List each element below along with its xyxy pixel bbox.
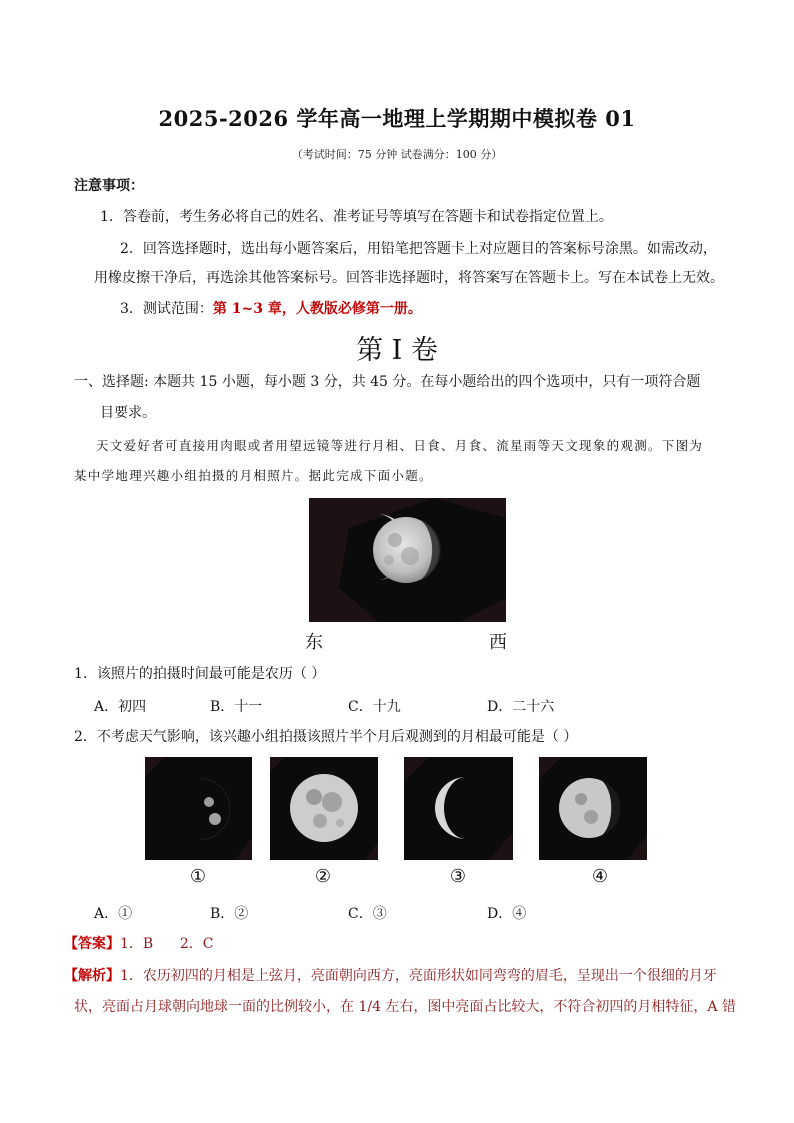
question-2-stem: 2．不考虑天气影响，该兴趣小组拍摄该照片半个月后观测到的月相最可能是（ ）	[74, 729, 578, 745]
q1-option-d[interactable]: D．二十六	[487, 699, 555, 715]
moon-photo	[309, 498, 506, 622]
west-label: 西	[489, 632, 507, 653]
q2-option-b[interactable]: B．②	[210, 906, 249, 922]
image-label-2: ②	[314, 866, 332, 887]
moon-phase-graphic-4	[539, 757, 647, 860]
q2-option-c[interactable]: C．③	[348, 906, 387, 922]
moon-phase-graphic-3	[404, 757, 513, 860]
section-heading-line2: 目要求。	[100, 405, 156, 421]
mare	[401, 547, 419, 565]
passage-line2: 某中学地理兴趣小组拍摄的月相照片。据此完成下面小题。	[74, 468, 433, 483]
page-title: 2025-2026 学年高一地理上学期期中模拟卷 01	[158, 106, 636, 131]
passage-line1: 天文爱好者可直接用肉眼或者用望远镜等进行月相、日食、月食、流星雨等天文现象的观测。下图为	[96, 438, 704, 453]
moon-phase-graphic-1	[145, 757, 252, 860]
image-label-4: ④	[591, 866, 609, 887]
analysis-line1	[64, 966, 717, 986]
note-item-3-prefix: 3．测试范围：	[120, 301, 213, 317]
moon-phase-graphic-2	[270, 757, 378, 860]
moon-phase-image-2	[270, 757, 378, 860]
q1-option-a[interactable]: A．初四	[94, 699, 147, 715]
notes-heading: 注意事项：	[74, 178, 144, 194]
test-scope: 第 1~3 章，人教版必修第一册。	[212, 301, 422, 317]
image-label-3: ③	[449, 866, 467, 887]
moon-phase-image-4	[539, 757, 647, 860]
exam-info: （考试时间：75 分钟 试卷满分：100 分）	[291, 148, 503, 161]
answer-tag: 【答案】	[64, 936, 120, 952]
answer-text: 1．B 2．C	[120, 936, 214, 952]
image-label-1: ①	[189, 866, 207, 887]
q2-option-a[interactable]: A．①	[94, 906, 133, 922]
analysis-line2: 状，亮面占月球朝向地球一面的比例较小，在 1/4 左右，图中亮面占比较大，不符合初四的月相特征，A 错	[74, 999, 736, 1015]
note-item-2-line2: 用橡皮擦干净后，再选涂其他答案标号。回答非选择题时，将答案写在答题卡上。写在本试卷上无效。	[94, 270, 724, 286]
note-item-3	[120, 299, 422, 319]
analysis-text-1: 1．农历初四的月相是上弦月，亮面朝向西方，亮面形状如同弯弯的眉毛，呈现出一个很细的月牙	[120, 968, 717, 984]
mare	[384, 555, 394, 565]
east-label: 东	[305, 632, 323, 653]
section-heading-line1: 一、选择题: 本题共 15 小题，每小题 3 分，共 45 分。在每小题给出的四个选项中，只有一项符合题	[74, 374, 701, 390]
mare	[388, 533, 402, 547]
note-item-2-line1: 2．回答选择题时，选出每小题答案后，用铅笔把答题卡上对应题目的答案标号涂黑。如需改动，	[120, 241, 717, 257]
moon-phase-image-1	[145, 757, 252, 860]
moon-photo-graphic	[309, 498, 506, 622]
q1-option-b[interactable]: B．十一	[210, 699, 263, 715]
q2-option-d[interactable]: D．④	[487, 906, 527, 922]
answer-block	[64, 934, 214, 954]
volume-heading: 第 I 卷	[356, 335, 438, 366]
moon-phase-image-3	[404, 757, 513, 860]
analysis-tag: 【解析】	[64, 968, 120, 984]
q1-option-c[interactable]: C．十九	[348, 699, 401, 715]
note-item-1: 1．答卷前，考生务必将自己的姓名、准考证号等填写在答题卡和试卷指定位置上。	[100, 209, 613, 225]
question-1-stem: 1．该照片的拍摄时间最可能是农历（ ）	[74, 666, 326, 682]
